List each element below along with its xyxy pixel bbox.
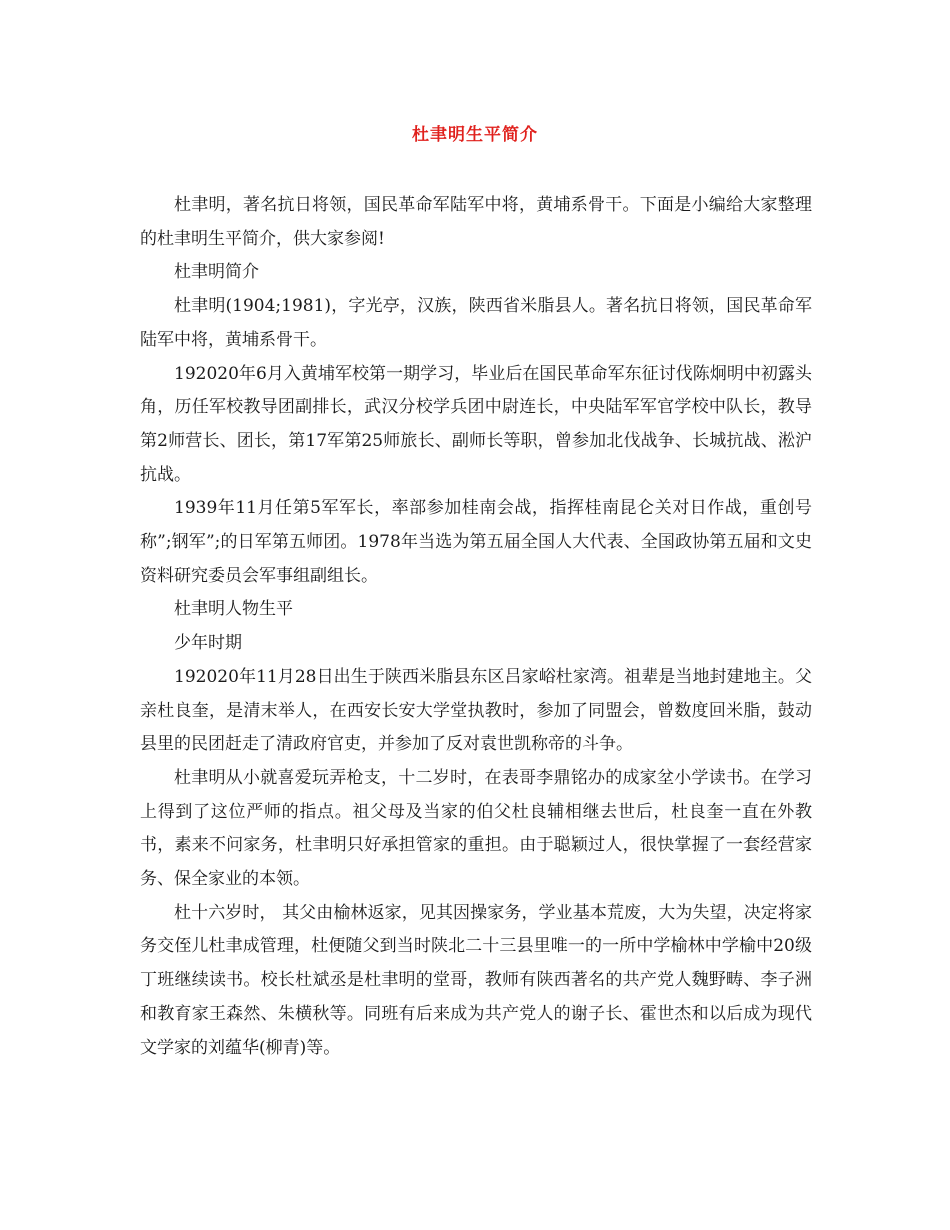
paragraph-intro: 杜聿明，著名抗日将领，国民革命军陆军中将，黄埔系骨干。下面是小编给大家整理的杜聿明生平简介，供大家参阅! [140, 195, 812, 249]
paragraph-birth: 192020年11月28日出生于陕西米脂县东区吕家峪杜家湾。祖辈是当地封建地主。父亲杜良奎，是清末举人，在西安长安大学堂执教时，参加了同盟会，曾数度回米脂，鼓动县里的民团赶走了清政府官吏，并参加了反对袁世凯称帝的斗争。 [140, 666, 812, 755]
document-title: 杜聿明生平简介 [412, 125, 538, 145]
section-heading-life: 杜聿明人物生平 [174, 599, 293, 620]
paragraph-career: 192020年6月入黄埔军校第一期学习，毕业后在国民革命军东征讨伐陈炯明中初露头角，历任军校教导团副排长，武汉分校学兵团中尉连长，中央陆军军官学校中队长，教导第2师营长、团长，第17军第25师旅长、副师长等职，曾参加北伐战争、长城抗战、淞沪抗战。 [140, 363, 812, 485]
section-heading-brief: 杜聿明简介 [174, 262, 259, 283]
paragraph-school: 杜十六岁时， 其父由榆林返家，见其因操家务，学业基本荒废，大为失望，决定将家务交侄儿杜聿成管理，杜便随父到当时陕北二十三县里唯一的一所中学榆林中学榆中20级丁班继续读书。校长杜斌丞是杜聿明的堂哥，教师有陕西著名的共产党人魏野畴、李子洲和教育家王森然、朱横秋等。同班有后来成为共产党人的谢子长、霍世杰和以后成为现代文学家的刘蕴华(柳青)等。 [140, 902, 812, 1058]
paragraph-1939: 1939年11月任第5军军长，率部参加桂南会战，指挥桂南昆仑关对日作战，重创号称”;钢军”;的日军第五师团。1978年当选为第五届全国人大代表、全国政协第五届和文史资料研究委员会军事组副组长。 [140, 498, 812, 586]
paragraph-brief: 杜聿明(1904;1981)，字光亭，汉族，陕西省米脂县人。著名抗日将领，国民革命军陆军中将，黄埔系骨干。 [140, 296, 812, 350]
section-heading-youth: 少年时期 [174, 633, 242, 654]
paragraph-childhood: 杜聿明从小就喜爱玩弄枪支，十二岁时，在表哥李鼎铭办的成家坌小学读书。在学习上得到了这位严师的指点。祖父母及当家的伯父杜良辅相继去世后，杜良奎一直在外教书，素来不问家务，杜聿明只好承担管家的重担。由于聪颖过人，很快掌握了一套经营家务、保全家业的本领。 [140, 767, 812, 890]
document-body [140, 189, 812, 1065]
